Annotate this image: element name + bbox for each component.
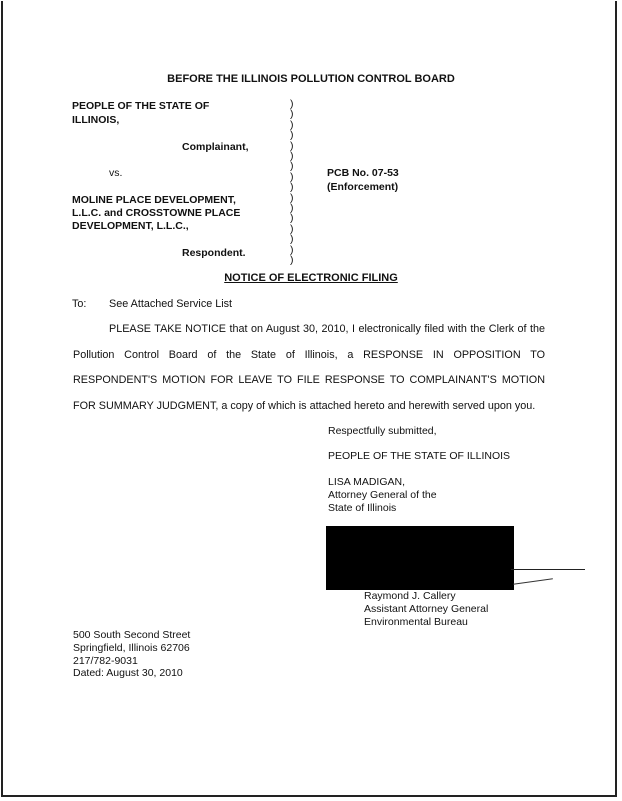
attorney-title-line1: Attorney General of the (328, 489, 437, 501)
closing: Respectfully submitted, (328, 425, 437, 437)
respondent-name-line3: DEVELOPMENT, L.L.C., (72, 220, 189, 232)
document-page (1, 1, 617, 797)
body-line-1: PLEASE TAKE NOTICE that on August 30, 2010, I electronically filed with the Clerk of the (109, 323, 545, 335)
body-line-3: RESPONDENT'S MOTION FOR LEAVE TO FILE RESPONSE TO COMPLAINANT'S MOTION (73, 374, 545, 386)
case-type: (Enforcement) (327, 181, 399, 193)
signer-bureau: Environmental Bureau (364, 616, 468, 628)
signature-line (511, 569, 585, 570)
notice-title: NOTICE OF ELECTRONIC FILING (224, 272, 398, 284)
complainant-name-line1: PEOPLE OF THE STATE OF (72, 100, 210, 112)
address-city: Springfield, Illinois 62706 (73, 642, 190, 654)
versus-label: vs. (109, 167, 123, 179)
redacted-signature (326, 526, 514, 590)
attorney-name: LISA MADIGAN, (328, 476, 406, 488)
respondent-name-line1: MOLINE PLACE DEVELOPMENT, (72, 194, 236, 206)
to-label: To: (72, 298, 87, 310)
case-number: PCB No. 07-53 (327, 167, 399, 179)
address-street: 500 South Second Street (73, 629, 191, 641)
party-name: PEOPLE OF THE STATE OF ILLINOIS (328, 450, 511, 462)
respondent-name-line2: L.L.C. and CROSSTOWNE PLACE (72, 207, 241, 219)
complainant-role: Complainant, (182, 141, 249, 153)
document-title: BEFORE THE ILLINOIS POLLUTION CONTROL BOARD (167, 73, 455, 85)
signer-name: Raymond J. Callery (364, 590, 456, 602)
dated-line: Dated: August 30, 2010 (73, 667, 183, 679)
attorney-title-line2: State of Illinois (328, 502, 397, 514)
signature-stroke (513, 578, 553, 585)
to-value: See Attached Service List (109, 298, 233, 310)
complainant-name-line2: ILLINOIS, (72, 114, 120, 126)
body-line-2: Pollution Control Board of the State of Illinois, a RESPONSE IN OPPOSITION TO (73, 349, 545, 361)
respondent-role: Respondent. (182, 247, 246, 259)
signer-title: Assistant Attorney General (364, 603, 489, 615)
address-phone: 217/782-9031 (73, 655, 138, 667)
body-line-4: FOR SUMMARY JUDGMENT, a copy of which is attached hereto and herewith served upon you. (73, 400, 536, 412)
caption-paren-column: ) ) ) ) ) ) ) ) ) ) ) ) ) ) ) ) (290, 98, 294, 267)
